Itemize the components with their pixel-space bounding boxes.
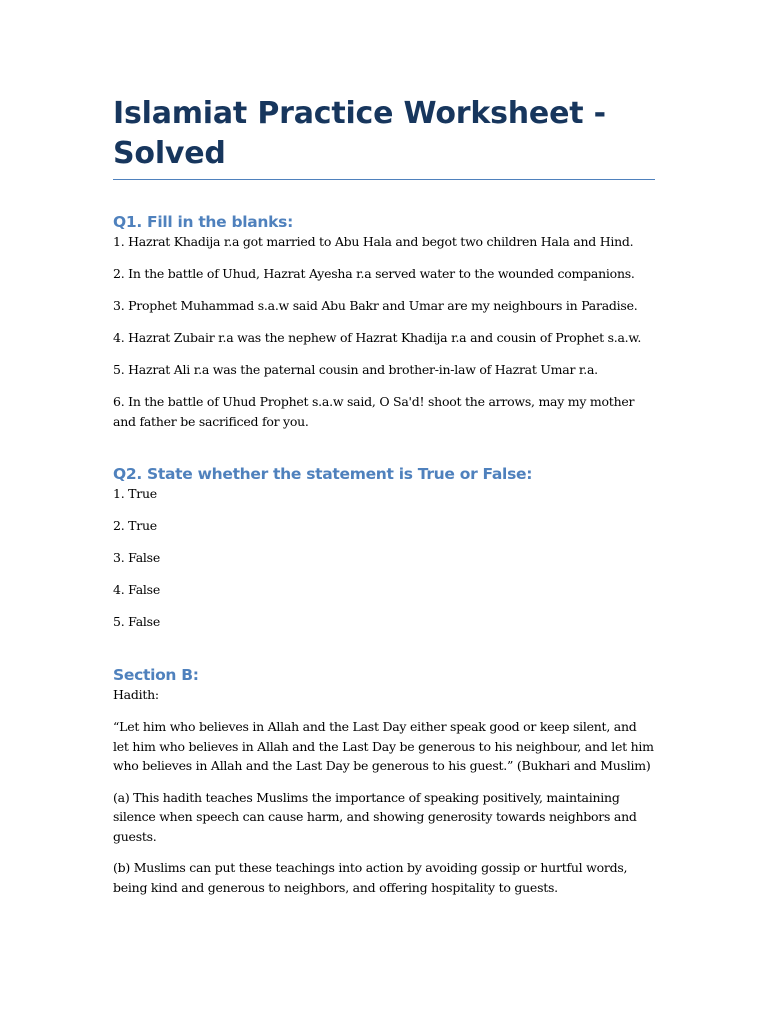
q2-heading: Q2. State whether the statement is True or False: — [113, 465, 533, 483]
answer-b: (b) Muslims can put these teachings into action by avoiding gossip or hurtful words, being kind and generous to neighbors, and offering hospitality to guests. — [113, 860, 628, 895]
page-title: Islamiat Practice Worksheet - Solved — [113, 94, 655, 180]
list-item: 1. True — [113, 486, 157, 501]
section-b-body — [113, 685, 655, 898]
list-item: 2. True — [113, 518, 157, 533]
list-item: 5. Hazrat Ali r.a was the paternal cousin and brother-in-law of Hazrat Umar r.a. — [113, 362, 598, 377]
list-item: 3. False — [113, 550, 160, 565]
hadith-text: “Let him who believes in Allah and the Last Day either speak good or keep silent, and let him who believes in Allah and the Last Day be generous to his neighbour, and let him who believes in Allah and the Last Day be generous to his guest.” (Bukhari and Muslim) — [113, 719, 654, 773]
list-item: 5. False — [113, 614, 160, 629]
worksheet-page — [113, 94, 655, 909]
list-item: 4. False — [113, 582, 160, 597]
list-item: 3. Prophet Muhammad s.a.w said Abu Bakr and Umar are my neighbours in Paradise. — [113, 298, 638, 313]
hadith-label: Hadith: — [113, 686, 159, 702]
list-item: 1. Hazrat Khadija r.a got married to Abu Hala and begot two children Hala and Hind. — [113, 234, 634, 249]
list-item: 2. In the battle of Uhud, Hazrat Ayesha r.a served water to the wounded companions. — [113, 266, 635, 281]
answer-a: (a) This hadith teaches Muslims the importance of speaking positively, maintaining silence when speech can cause harm, and showing generosity towards neighbors and guests. — [113, 789, 637, 844]
list-item: 4. Hazrat Zubair r.a was the nephew of Hazrat Khadija r.a and cousin of Prophet s.a.w. — [113, 330, 642, 345]
q2-answers-list — [113, 484, 655, 632]
q1-heading: Q1. Fill in the blanks: — [113, 213, 294, 231]
q1-answers-list — [113, 232, 655, 431]
list-item: 6. In the battle of Uhud Prophet s.a.w said, O Sa'd! shoot the arrows, may my mother and father be sacrificed for you. — [113, 394, 635, 429]
section-b-heading: Section B: — [113, 665, 199, 684]
